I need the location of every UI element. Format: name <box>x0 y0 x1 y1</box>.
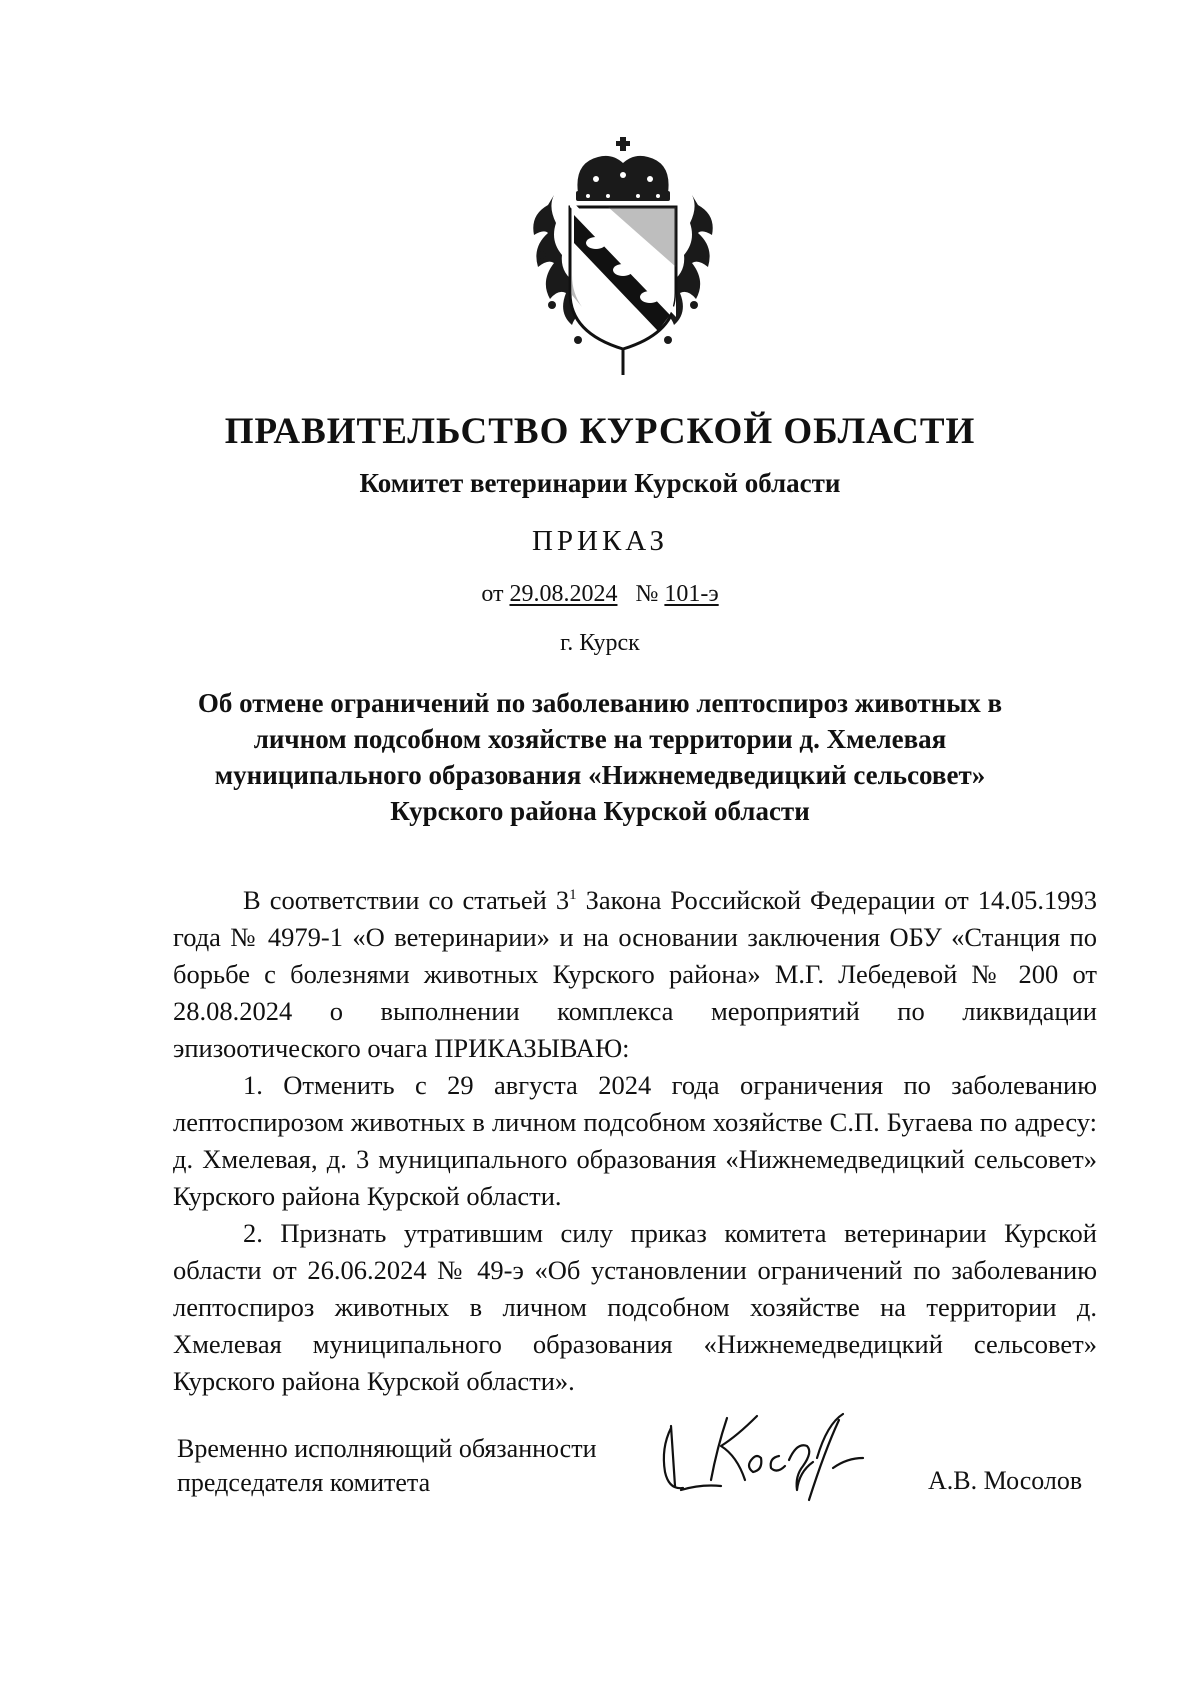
position-line: Временно исполняющий обязанности <box>177 1434 597 1463</box>
government-title: ПРАВИТЕЛЬСТВО КУРСКОЙ ОБЛАСТИ <box>224 411 976 452</box>
city: г. Курск <box>560 630 640 656</box>
date-prefix: от <box>481 581 504 607</box>
document-type: ПРИКАЗ <box>531 525 669 557</box>
committee-name: Комитет ветеринарии Курской области <box>359 468 841 498</box>
subject-line: личном подсобном хозяйстве на территории д. Хмелевая <box>253 724 947 754</box>
order-date: 29.08.2024 <box>509 581 618 607</box>
coat-of-arms-icon <box>508 135 738 380</box>
preamble-text-continued: Закона Российской Федерации от 14.05.1993 года № 4979-1 «О ветеринарии» и на основании заключения ОБУ «Станция по борьбе с болезнями животных Курского района» М.Г. Лебедевой № 200 от 28.08.2024 о выполнении комплекса мероприятий по ликвидации эпизоотического очага ПРИКАЗЫВАЮ: <box>173 885 1097 1063</box>
order-item-1: 1. Отменить с 29 августа 2024 года ограничения по заболеванию лептоспирозом животных в личном подсобном хозяйстве С.П. Бугаева по адресу: д. Хмелевая, д. 3 муниципального образования «Нижнемедведицкий сельсовет» Курского района Курской области. <box>173 1070 1097 1211</box>
order-subject <box>0 685 1200 829</box>
subject-line: муниципального образования «Нижнемедведицкий сельсовет» <box>214 760 986 790</box>
position-line: председателя комитета <box>177 1468 431 1497</box>
order-date-number <box>0 578 1200 610</box>
order-item-2: 2. Признать утратившим силу приказ комитета ветеринарии Курской области от 26.06.2024 № 49-э «Об установлении ограничений по заболеванию лептоспироз животных в личном подсобном хозяйстве на территории д. Хмелевая муниципального образования «Нижнемедведицкий сельсовет» Курского района Курской области». <box>173 1218 1097 1396</box>
signatory-name: А.В. Мосолов <box>928 1466 1083 1495</box>
number-prefix: № <box>635 581 659 607</box>
article-superscript: 1 <box>569 887 577 903</box>
subject-line: Об отмене ограничений по заболеванию лептоспироз животных в <box>197 688 1003 718</box>
order-number: 101-э <box>664 581 719 607</box>
signatory-position <box>177 1432 597 1500</box>
preamble-paragraph <box>173 882 1097 1067</box>
order-body <box>173 882 1097 1400</box>
preamble-text: В соответствии со статьей 3 <box>243 885 570 915</box>
signature-icon <box>657 1398 897 1513</box>
subject-line: Курского района Курской области <box>390 796 810 826</box>
